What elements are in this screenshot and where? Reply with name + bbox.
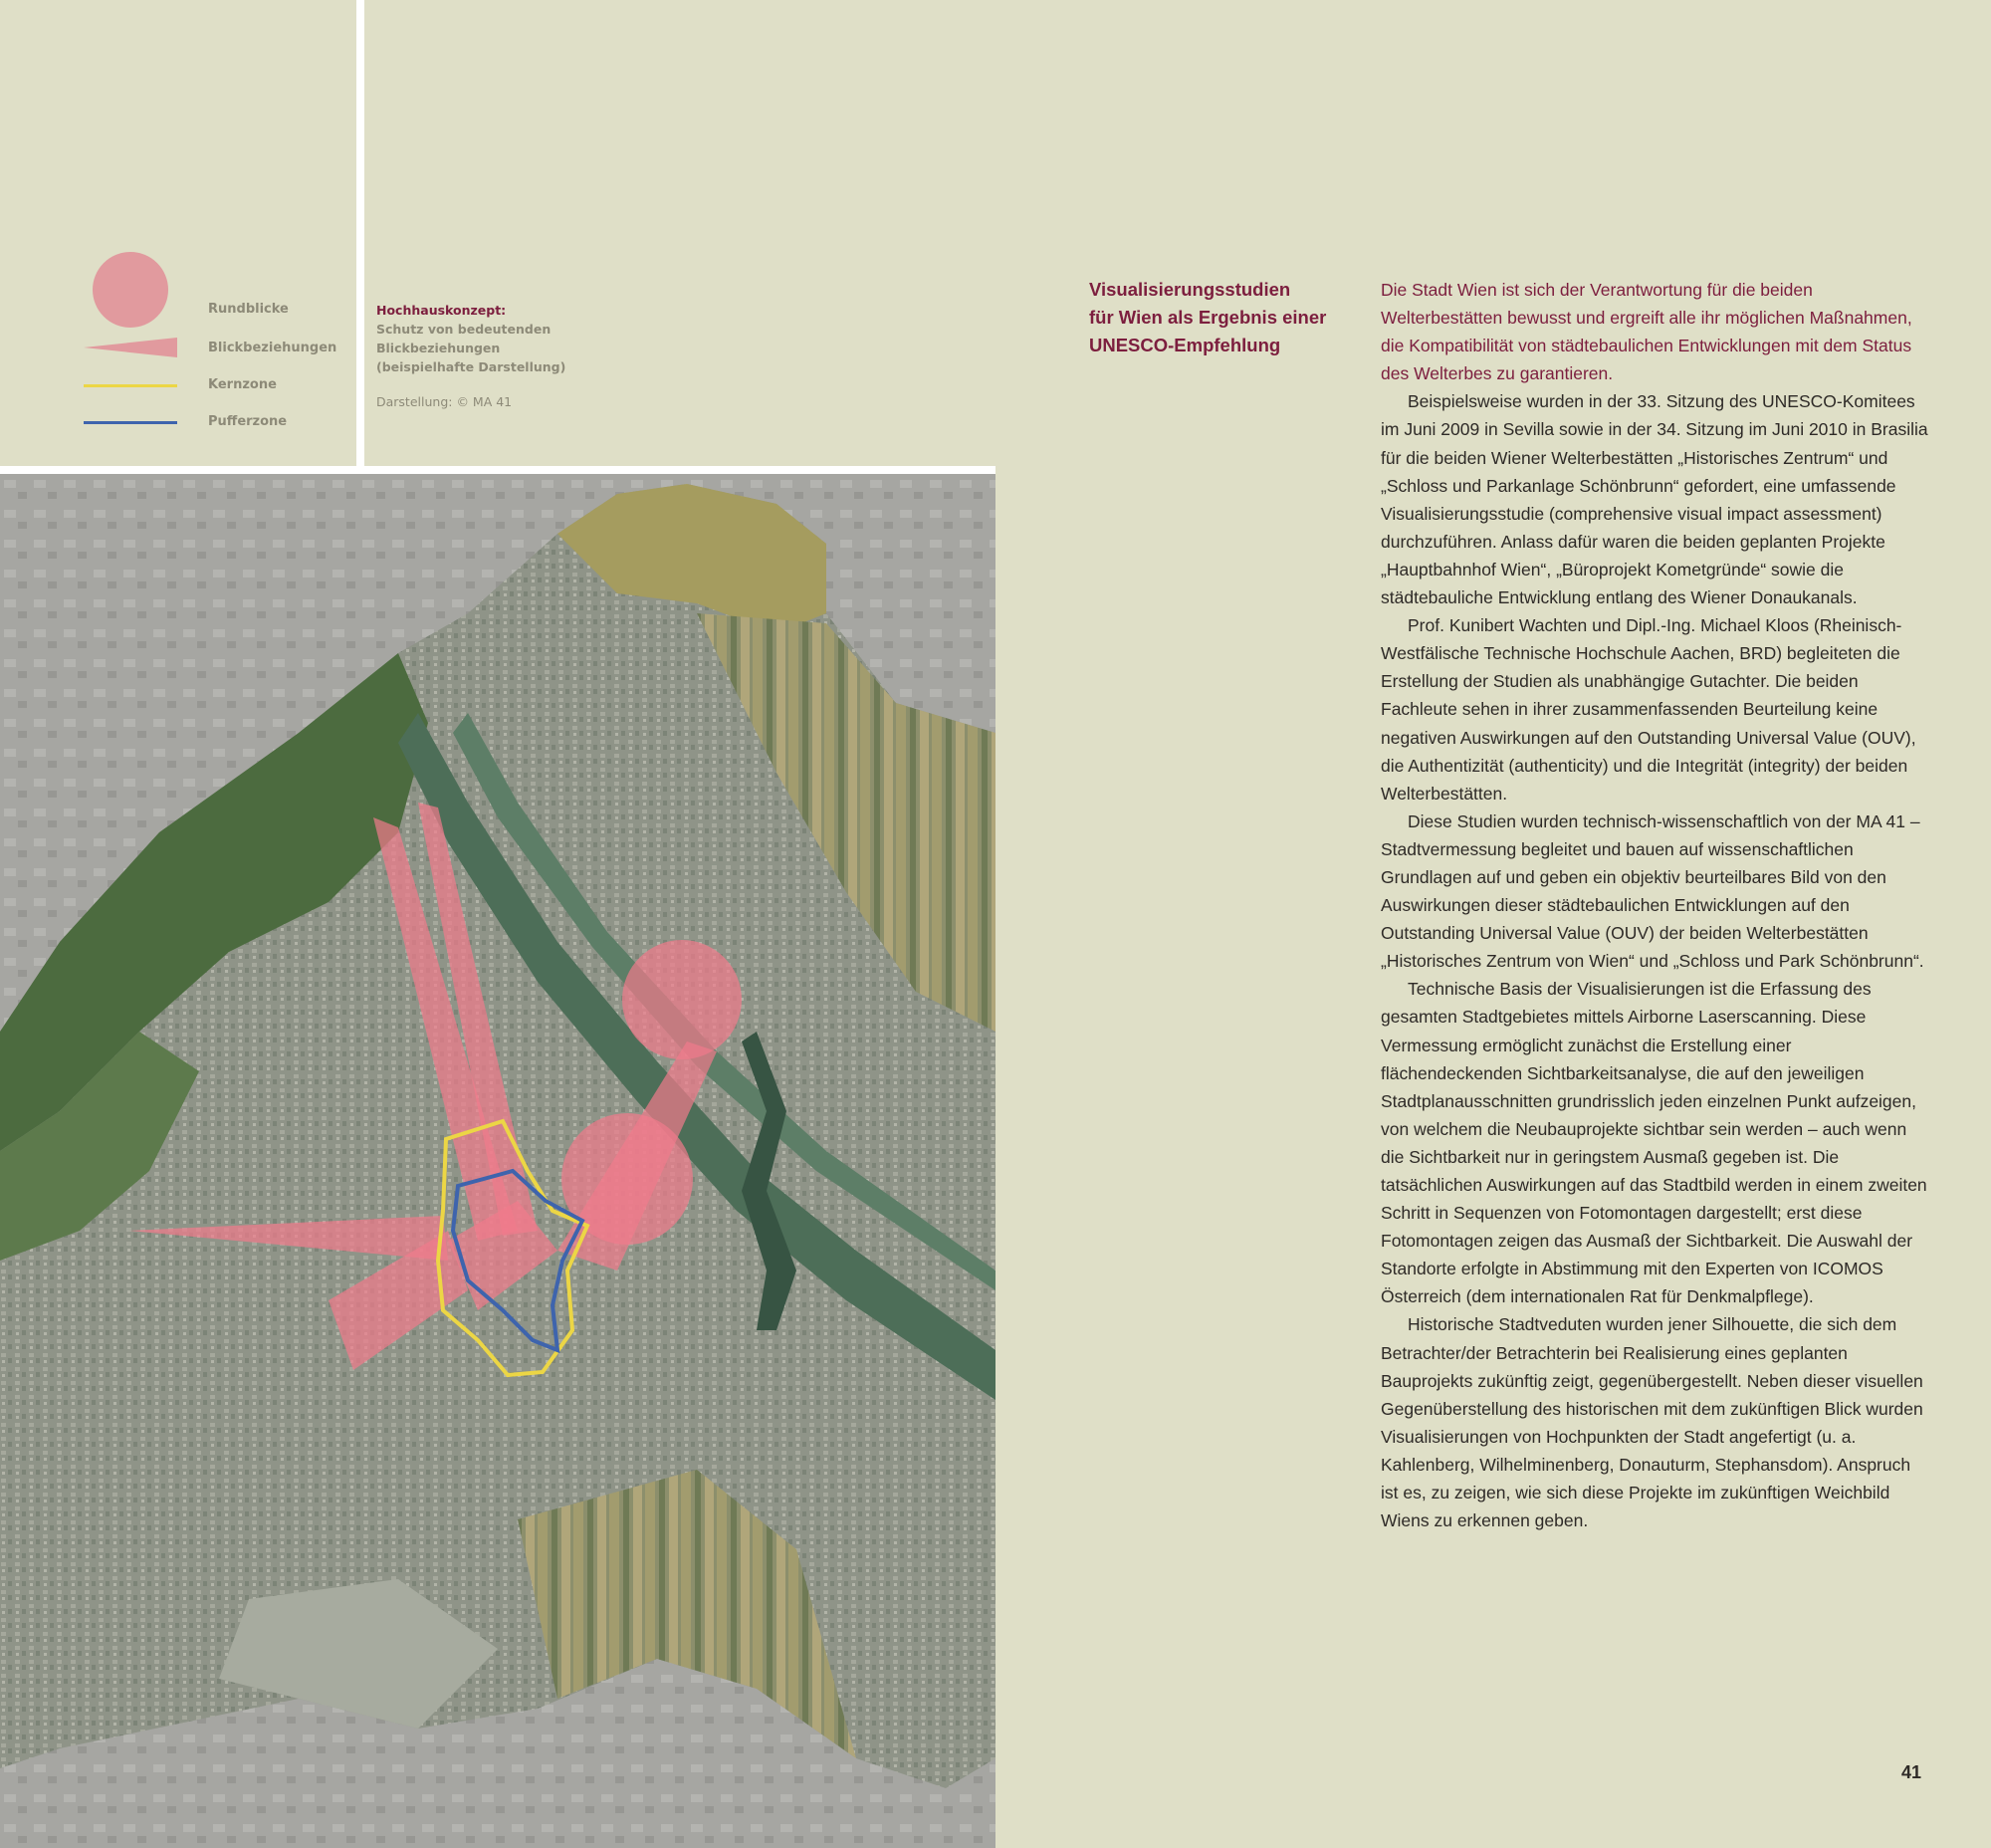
- legend-wedge-symbol: [84, 338, 177, 357]
- legend-label-kernzone: Kernzone: [208, 377, 277, 392]
- page-number: 41: [1901, 1762, 1922, 1782]
- legend-blue-line: [84, 421, 177, 424]
- legend-yellow-line: [84, 384, 177, 387]
- body-paragraph: Historische Stadtveduten wurden jener Silhouette, die sich dem Betrachter/der Betrachterin bei Realisierung eines geplanten Bauprojekts zukünftig zeigt, gegenübergestellt. Neben dieser visuellen Gegenüberstellung des historischen mit dem zukünftigen Blick wurden Visualisierungen von Hochpunkten der Stadt angefertigt (u. a. Kahlenberg, Wilhelminenberg, Donauturm, Stephansdom). Anspruch ist es, zu zeigen, wie sich diese Projekte im zukünftigen Weichbild Wiens zu erkennen geben.: [1381, 1314, 1923, 1531]
- section-heading: [1089, 276, 1338, 359]
- section-heading-line: UNESCO-Empfehlung: [1089, 335, 1281, 355]
- body-paragraph: Diese Studien wurden technisch-wissenschaftlich von der MA 41 – Stadtvermessung begleitet und bauen auf wissenschaftlichen Grundlagen auf und geben ein objektiv beurteilbares Bild von den Auswirkungen dieser städtebaulichen Entwicklungen auf den Outstanding Universal Value (OUV) der beiden Welterbestätten „Historisches Zentrum von Wien“ und „Schloss und Park Schönbrunn“.: [1381, 810, 1924, 972]
- caption-line: Blickbeziehungen: [376, 341, 501, 355]
- legend-label-rundblicke: Rundblicke: [208, 302, 289, 317]
- map-credit: Darstellung: © MA 41: [376, 394, 513, 409]
- caption-line: Schutz von bedeutenden: [376, 322, 552, 337]
- body-paragraph: Prof. Kunibert Wachten und Dipl.-Ing. Michael Kloos (Rheinisch-Westfälische Technische Hochschule Aachen, BRD) begleiteten die Erstellung der Studien als unabhängige Gutachter. Die beiden Fachleute sehen in ihrer zusammenfassenden Beurteilung keine negativen Auswirkungen auf den Outstanding Universal Value (OUV), die Authentizität (authenticity) und die Integrität (integrity) der beiden Welterbestätten.: [1381, 615, 1916, 804]
- intro-paragraph: Die Stadt Wien ist sich der Verantwortung für die beiden Welterbestätten bewusst und ergreift alle ihr möglichen Maßnahmen, die Kompatibilität von städtebaulichen Entwicklungen mit dem Status des Welterbes zu garantieren.: [1381, 280, 1912, 384]
- section-heading-line: Visualisierungsstudien: [1089, 279, 1291, 300]
- caption-line: (beispielhafte Darstellung): [376, 359, 566, 374]
- map-caption: [376, 301, 615, 376]
- caption-title: Hochhauskonzept:: [376, 303, 507, 318]
- section-heading-line: für Wien als Ergebnis einer: [1089, 307, 1327, 328]
- legend-label-blickbeziehungen: Blickbeziehungen: [208, 341, 337, 355]
- body-paragraph: Technische Basis der Visualisierungen ist die Erfassung des gesamten Stadtgebietes mittels Airborne Laserscanning. Diese Vermessung ermöglicht zunächst die Erstellung einer flächendeckenden Sichtbarkeitsanalyse, die auf den jeweiligen Stadtplanausschnitten grundrisslich jeden einzelnen Punkt aufzeigen, von welchem die Neubauprojekte sichtbar sein werden – auch wenn die Sichtbarkeit nur in geringstem Ausmaß gegeben ist. Die tatsächlichen Auswirkungen auf das Stadtbild werden in einem zweiten Schritt in Sequenzen von Fotomontagen dargestellt; erst diese Fotomontagen zeigen das Ausmaß der Sichtbarkeit. Die Auswahl der Standorte erfolgte in Abstimmung mit den Experten von ICOMOS Österreich (dem internationalen Rat für Denkmalpflege).: [1381, 979, 1927, 1307]
- satellite-map: [0, 474, 996, 1848]
- vertical-divider: [356, 0, 364, 466]
- legend-circle-symbol: [93, 252, 168, 328]
- legend-label-pufferzone: Pufferzone: [208, 414, 288, 429]
- body-text: [1381, 276, 1930, 1534]
- horizontal-divider: [0, 466, 996, 474]
- body-paragraph: Beispielsweise wurden in der 33. Sitzung des UNESCO-Komitees im Juni 2009 in Sevilla sowie in der 34. Sitzung im Juni 2010 in Brasilia für die beiden Wiener Welterbestätten „Historisches Zentrum“ und „Schloss und Parkanlage Schönbrunn“ gefordert, eine umfassende Visualisierungsstudie (comprehensive visual impact assessment) durchzuführen. Anlass dafür waren die beiden geplanten Projekte „Hauptbahnhof Wien“, „Büroprojekt Kometgründe“ sowie die städtebauliche Entwicklung entlang des Wiener Donaukanals.: [1381, 391, 1928, 608]
